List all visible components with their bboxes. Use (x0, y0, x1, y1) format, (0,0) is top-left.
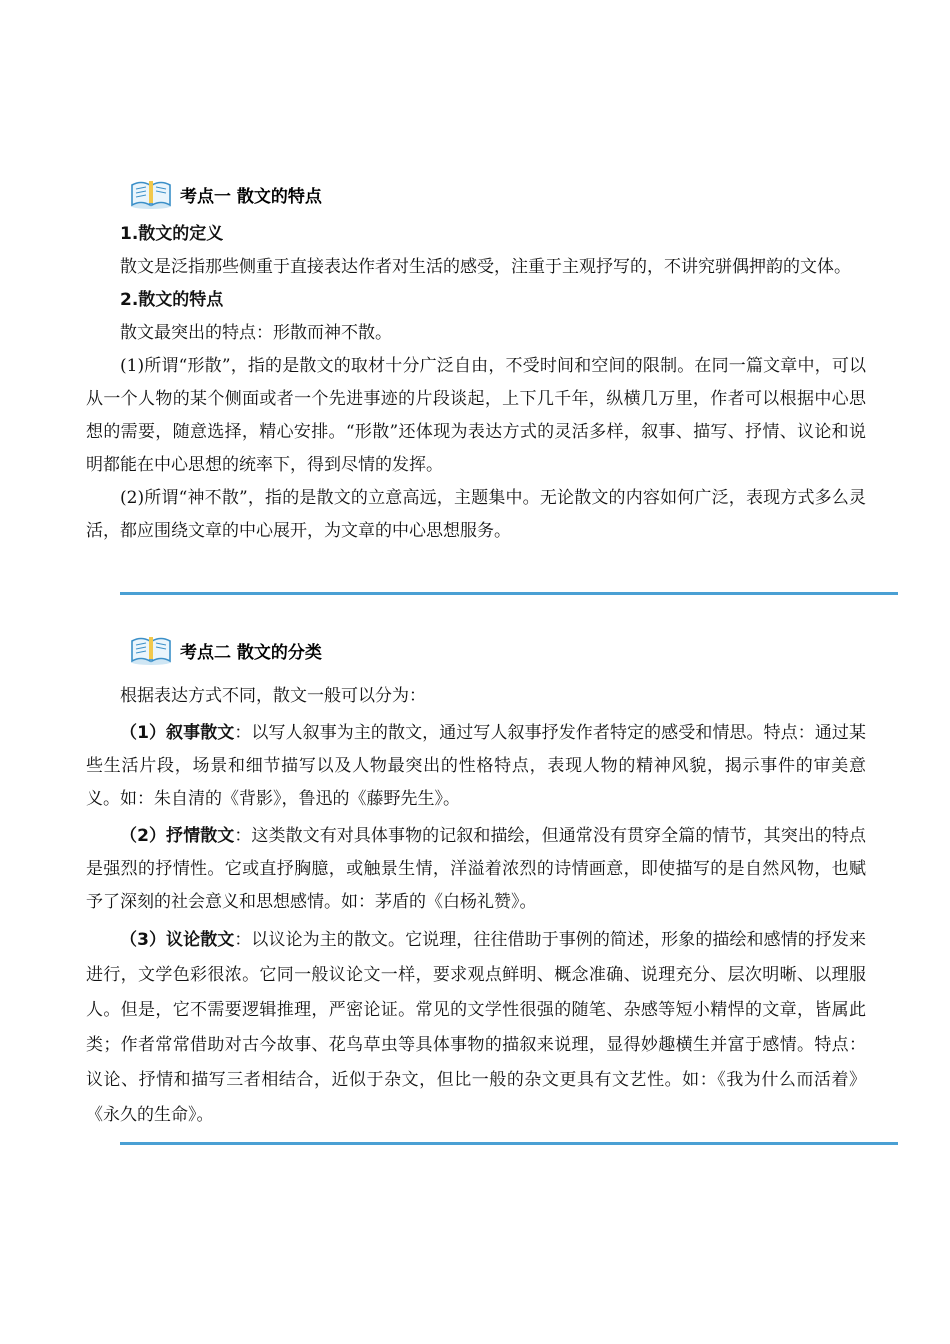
section-divider (120, 592, 898, 595)
open-book-icon (128, 633, 174, 667)
type-narrative-paragraph (86, 717, 866, 816)
definition-paragraph: 散文是泛指那些侧重于直接表达作者对生活的感受，注重于主观抒写的，不讲究骈偶押韵的文体。 (120, 257, 851, 277)
type-description: ：以议论为主的散文。它说理，往往借助于事例的简述，形象的描绘和感情的抒发来进行，文学色彩很浓。它同一般议论文一样，要求观点鲜明、概念准确、说理充分、层次明晰、以理服人。但是，它不需要逻辑推理，严密论证。常见的文学性很强的随笔、杂感等短小精悍的文章，皆属此类；作者常常借助对古今故事、花鸟草虫等具体事物的描叙来说理，显得妙趣横生并富于感情。特点：议论、抒情和描写三者相结合，近似于杂文，但比一般的杂文更具有文艺性。如：《我为什么而活着》《永久的生命》。 (86, 930, 866, 1125)
section-2-body (86, 680, 866, 1133)
feature-2-paragraph: (2)所谓“神不散”，指的是散文的立意高远，主题集中。无论散文的内容如何广泛，表现方式多么灵活，都应围绕文章的中心展开，为文章的中心思想服务。 (86, 488, 866, 541)
features-intro: 散文最突出的特点：形散而神不散。 (120, 323, 392, 343)
classification-intro: 根据表达方式不同，散文一般可以分为： (120, 686, 426, 706)
section-divider (120, 1142, 898, 1145)
type-description: ：以写人叙事为主的散文，通过写人叙事抒发作者特定的感受和情思。特点：通过某些生活片段，场景和细节描写以及人物最突出的性格特点，表现人物的精神风貌，揭示事件的审美意义。如：朱自清的《背影》，鲁迅的《藤野先生》。 (86, 723, 866, 809)
section-1-title: 考点一 散文的特点 (180, 186, 322, 207)
section-1-body (86, 218, 866, 548)
type-description: ：这类散文有对具体事物的记叙和描绘，但通常没有贯穿全篇的情节，其突出的特点是强烈的抒情性。它或直抒胸臆，或触景生情，洋溢着浓烈的诗情画意，即使描写的是自然风物，也赋予了深刻的社会意义和思想感情。如：茅盾的《白杨礼赞》。 (86, 826, 866, 912)
section-2-title: 考点二 散文的分类 (180, 642, 322, 663)
open-book-icon (128, 177, 174, 211)
subheading-definition: 1.散文的定义 (120, 224, 224, 244)
type-label: （1）叙事散文 (120, 723, 235, 743)
type-argumentative-paragraph (86, 923, 866, 1133)
type-label: （2）抒情散文 (120, 826, 235, 846)
type-lyrical-paragraph (86, 820, 866, 919)
feature-1-paragraph: (1)所谓“形散”，指的是散文的取材十分广泛自由，不受时间和空间的限制。在同一篇文章中，可以从一个人物的某个侧面或者一个先进事迹的片段谈起，上下几千年，纵横几万里，作者可以根据中心思想的需要，随意选择，精心安排。“形散”还体现为表达方式的灵活多样，叙事、描写、抒情、议论和说明都能在中心思想的统率下，得到尽情的发挥。 (86, 356, 866, 475)
type-label: （3）议论散文 (120, 930, 235, 950)
section-2-heading (128, 628, 322, 672)
section-1-heading (128, 172, 322, 216)
subheading-features: 2.散文的特点 (120, 290, 224, 310)
